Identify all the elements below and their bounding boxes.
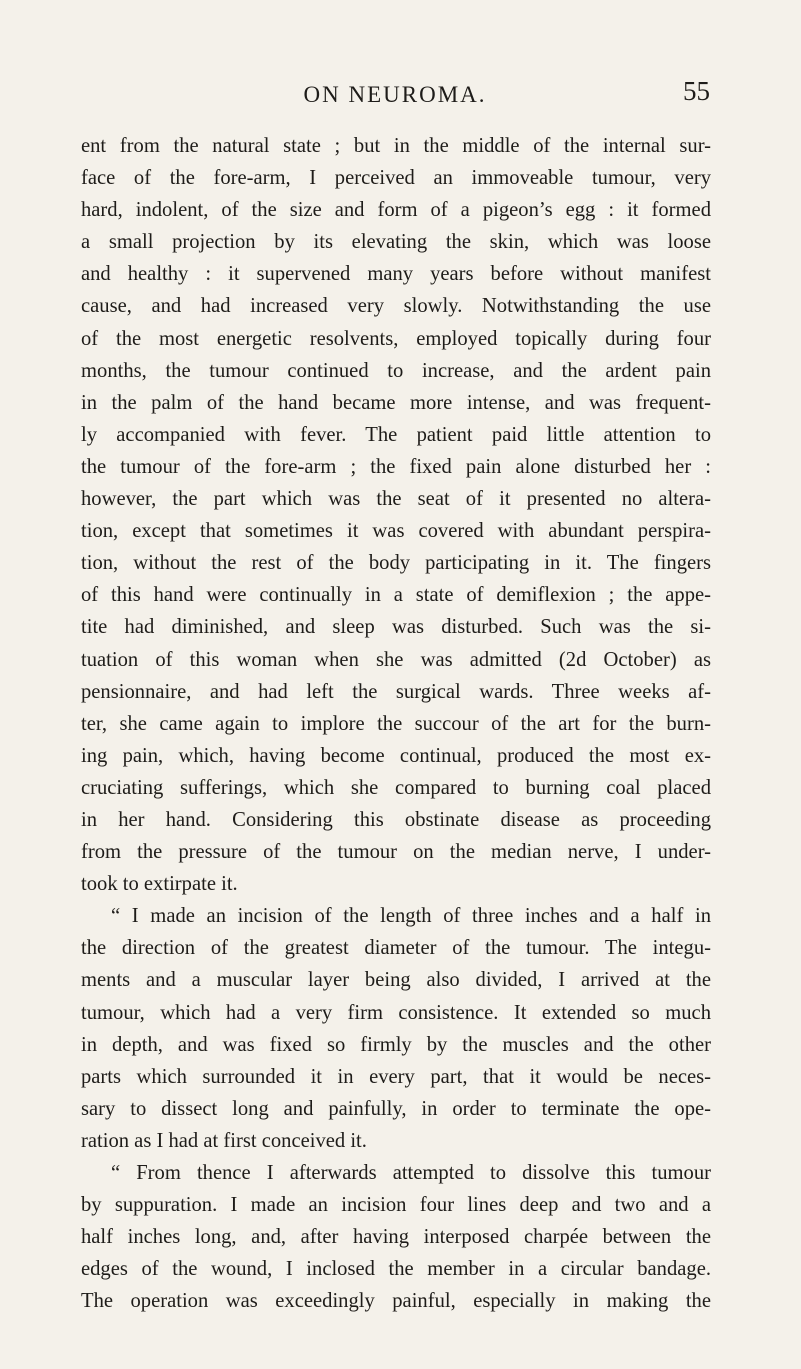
text-line: ter, she came again to implore the succour of the art for the burn- bbox=[81, 712, 711, 735]
text-line: of this hand were continually in a state of demiflexion ; the appe- bbox=[81, 584, 711, 607]
text-line: ent from the natural state ; but in the middle of the internal sur- bbox=[81, 135, 711, 157]
text-line: the direction of the greatest diameter of the tumour. The integu- bbox=[81, 937, 711, 960]
text-line: ments and a muscular layer being also divided, I arrived at the bbox=[81, 969, 711, 992]
paragraph-start-line: “ I made an incision of the length of three inches and a half in bbox=[111, 905, 711, 928]
body-text bbox=[81, 130, 711, 1317]
text-line: of the most energetic resolvents, employed topically during four bbox=[81, 327, 711, 350]
running-title: ON NEUROMA. bbox=[303, 82, 487, 107]
text-line: however, the part which was the seat of it presented no altera- bbox=[81, 488, 711, 511]
text-line: tumour, which had a very firm consistence. It extended so much bbox=[81, 1001, 711, 1024]
text-line: tite had diminished, and sleep was disturbed. Such was the si- bbox=[81, 616, 711, 639]
text-line: in her hand. Considering this obstinate disease as proceeding bbox=[81, 808, 711, 831]
text-line: tion, without the rest of the body participating in it. The fingers bbox=[81, 552, 711, 575]
text-line: from the pressure of the tumour on the median nerve, I under- bbox=[81, 841, 711, 864]
text-line: and healthy : it supervened many years before without manifest bbox=[81, 263, 711, 286]
text-line: in the palm of the hand became more intense, and was frequent- bbox=[81, 391, 711, 414]
text-line: months, the tumour continued to increase, and the ardent pain bbox=[81, 359, 711, 382]
text-line: The operation was exceedingly painful, especially in making the bbox=[81, 1290, 711, 1313]
text-line: the tumour of the fore-arm ; the fixed pain alone disturbed her : bbox=[81, 455, 711, 478]
text-line: ly accompanied with fever. The patient paid little attention to bbox=[81, 423, 711, 446]
text-line: sary to dissect long and painfully, in order to terminate the ope- bbox=[81, 1097, 711, 1120]
text-line: by suppuration. I made an incision four lines deep and two and a bbox=[81, 1194, 711, 1217]
text-line: half inches long, and, after having interposed charpée between the bbox=[81, 1226, 711, 1249]
text-line: tuation of this woman when she was admitted (2d October) as bbox=[81, 648, 711, 671]
text-line: pensionnaire, and had left the surgical wards. Three weeks af- bbox=[81, 680, 711, 703]
text-line: tion, except that sometimes it was covered with abundant perspira- bbox=[81, 520, 711, 543]
paragraph-start-line: “ From thence I afterwards attempted to dissolve this tumour bbox=[111, 1162, 711, 1184]
paragraph-end-line: ration as I had at first conceived it. bbox=[81, 1129, 367, 1152]
text-line: a small projection by its elevating the skin, which was loose bbox=[81, 231, 711, 254]
text-line: in depth, and was fixed so firmly by the muscles and the other bbox=[81, 1033, 711, 1056]
text-line: hard, indolent, of the size and form of a pigeon’s egg : it formed bbox=[81, 199, 711, 222]
text-line: parts which surrounded it in every part, that it would be neces- bbox=[81, 1065, 711, 1088]
text-line: cause, and had increased very slowly. Notwithstanding the use bbox=[81, 295, 711, 318]
text-line: cruciating sufferings, which she compared to burning coal placed bbox=[81, 776, 711, 799]
text-line: ing pain, which, having become continual, produced the most ex- bbox=[81, 744, 711, 767]
page-number: 55 bbox=[683, 76, 710, 106]
paragraph-end-line: took to extirpate it. bbox=[81, 873, 238, 896]
text-line: face of the fore-arm, I perceived an immoveable tumour, very bbox=[81, 167, 711, 190]
running-header bbox=[80, 76, 710, 116]
text-line: edges of the wound, I inclosed the member in a circular bandage. bbox=[81, 1258, 711, 1281]
